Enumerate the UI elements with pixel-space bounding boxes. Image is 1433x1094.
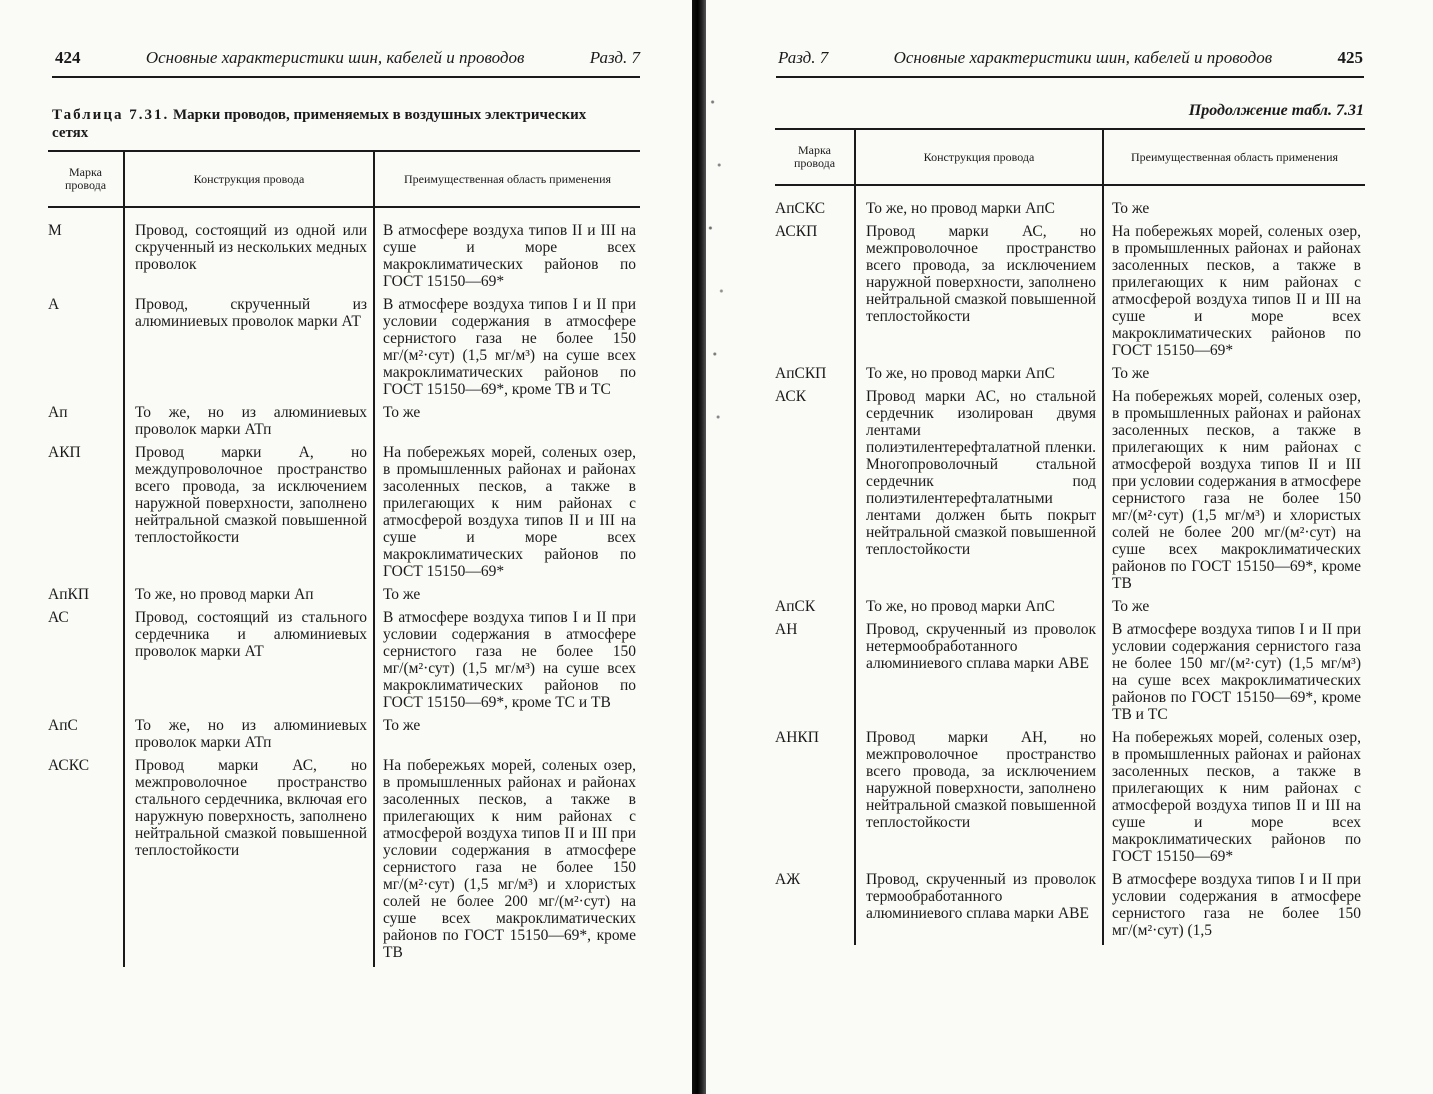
row-construction: Провод марки А, но междупроволочное пространство всего провода, за исключением наружной поверхности, заполнено нейтральной смазкой повышенной теплостойкости <box>124 444 374 586</box>
table-header-row <box>48 151 640 207</box>
header-rule <box>52 76 640 78</box>
row-mark: АпСКП <box>775 365 827 382</box>
row-area: В атмосфере воздуха типов I и II при условии содержания в атмосфере сернистого газа не более 150 мг/(м²·сут) (1,5 <box>1112 871 1361 939</box>
row-mark: АНКП <box>775 729 819 746</box>
row-construction: Провод, состоящий из одной или скрученный из нескольких медных проволок <box>124 207 374 296</box>
table-header-row <box>775 129 1365 185</box>
row-construction: То же, но провод марки АпС <box>855 598 1103 621</box>
row-construction: То же, но провод марки АпС <box>855 185 1103 223</box>
row-mark: АпС <box>48 717 78 734</box>
row-mark: АпСКС <box>775 200 826 217</box>
col-header-construction: Конструкция провода <box>124 151 374 207</box>
table-row <box>775 365 1365 388</box>
row-area: То же <box>383 404 421 421</box>
col-header-area: Преимущественная область применения <box>374 151 640 207</box>
row-area: В атмосфере воздуха типов I и II при условии содержания в атмосфере сернистого газа не более 150 мг/(м²·сут) (1,5 мг/м³) на суше всех макроклиматических районов по ГОСТ 15150—69*, кроме ТВ и ТС <box>383 296 636 398</box>
row-area: На побережьях морей, соленых озер, в промышленных районах и районах засоленных песков, а также в прилегающих к ним районах с атмосферой воздуха типов II и III при условии содержания в атмосфере сернистого газа не более 150 мг/(м²·сут) (1,5 мг/м³) и хлористых солей не более 200 мг/(м²·сут) на суше всех макроклиматических районов по ГОСТ 15150—69*, кроме ТВ <box>383 757 636 961</box>
table-row <box>48 444 640 586</box>
row-construction: Провод, скрученный из проволок нетермообработанного алюминиевого сплава марки АВЕ <box>855 621 1103 729</box>
row-mark: М <box>48 222 62 239</box>
section-label: Разд. 7 <box>778 48 829 67</box>
row-mark: АпСК <box>775 598 816 615</box>
row-construction: Провод марки АН, но межпроволочное пространство всего провода, за исключением наружной поверхности, заполнено нейтральной смазкой повышенной теплостойкости <box>855 729 1103 871</box>
row-area: То же <box>383 717 421 734</box>
row-area: На побережьях морей, соленых озер, в промышленных районах и районах засоленных песков, а также в прилегающих к ним районах с атмосферой воздуха типов II и III на суше и море всех макроклиматических районов по ГОСТ 15150—69* <box>383 444 636 580</box>
table-row <box>48 296 640 404</box>
page-number: 424 <box>55 48 81 67</box>
row-area: То же <box>1112 200 1150 217</box>
caption-label: Таблица 7.31. <box>52 107 170 123</box>
row-mark: АСК <box>775 388 807 405</box>
row-construction: То же, но из алюминиевых проволок марки АТп <box>124 404 374 444</box>
table-row <box>775 729 1365 871</box>
running-title: Основные характеристики шин, кабелей и проводов <box>145 48 525 67</box>
row-construction: Провод марки АС, но межпроволочное пространство стального сердечника, включая его наружную поверхность, заполнено нейтральной смазкой повышенной теплостойкости <box>124 757 374 967</box>
row-area: На побережьях морей, соленых озер, в промышленных районах и районах засоленных песков, а также в прилегающих к ним районах с атмосферой воздуха типов II и III на суше и море всех макроклиматических районов по ГОСТ 15150—69* <box>1112 223 1361 359</box>
row-construction: То же, но из алюминиевых проволок марки АТп <box>124 717 374 757</box>
header-rule <box>776 76 1364 78</box>
table-row <box>48 717 640 757</box>
caption-text: Марки проводов, применяемых в воздушных электрических сетях <box>52 107 587 141</box>
row-mark: АСКС <box>48 757 90 774</box>
col-header-mark: Марка провода <box>775 129 855 185</box>
row-mark: АЖ <box>775 871 801 888</box>
table-row <box>775 621 1365 729</box>
row-construction: Провод, состоящий из стального сердечника и алюминиевых проволок марки АТ <box>124 609 374 717</box>
row-mark: Ап <box>48 404 68 421</box>
col-header-mark: Марка провода <box>48 151 124 207</box>
table-row <box>775 388 1365 598</box>
right-running-head <box>778 48 1363 76</box>
wires-table-right <box>775 128 1365 945</box>
row-area: В атмосфере воздуха типов I и II при условии содержания сернистого газа не более 150 мг/(м²·сут) (1,5 мг/м³) на суше всех макроклиматических районов по ГОСТ 15150—69*, кроме ТВ и ТС <box>1112 621 1361 723</box>
row-area: То же <box>1112 598 1150 615</box>
row-area: В атмосфере воздуха типов II и III на суше и море всех макроклиматических районов по ГОСТ 15150—69* <box>383 222 636 290</box>
left-page <box>0 0 690 1094</box>
table-row <box>48 757 640 967</box>
col-header-area: Преимущественная область применения <box>1103 129 1365 185</box>
col-header-construction: Конструкция провода <box>855 129 1103 185</box>
page-number: 425 <box>1337 48 1363 67</box>
book-spine <box>692 0 706 1094</box>
row-mark: АКП <box>48 444 81 461</box>
row-area: На побережьях морей, соленых озер, в промышленных районах и районах засоленных песков, а также в прилегающих к ним районах с атмосферой воздуха типов II и III при условии содержания в атмосфере сернистого газа не более 150 мг/(м²·сут) (1,5 мг/м³) и хлористых солей не более 200 мг/(м²·сут) на суше всех макроклиматических районов по ГОСТ 15150—69*, кроме ТВ <box>1112 388 1362 592</box>
row-construction: То же, но провод марки АпС <box>855 365 1103 388</box>
row-construction: Провод марки АС, но стальной сердечник изолирован двумя лентами полиэтилентерефталатной пленки. Многопроволочный стальной сердечник под полиэтилентерефталатными лентами должен быть покрыт нейтральной смазкой повышенной теплостойкости <box>855 388 1103 598</box>
row-area: То же <box>383 586 421 603</box>
row-construction: То же, но провод марки Ап <box>124 586 374 609</box>
row-mark: АН <box>775 621 798 638</box>
wires-table-left <box>48 150 640 967</box>
right-page <box>712 0 1433 1094</box>
row-mark: А <box>48 296 60 313</box>
row-area: В атмосфере воздуха типов I и II при условии содержания в атмосфере сернистого газа не более 150 мг/(м²·сут) (1,5 мг/м³) на суше всех макроклиматических районов по ГОСТ 15150—69*, кроме ТС и ТВ <box>383 609 636 711</box>
row-construction: Провод марки АС, но межпроволочное пространство всего провода, за исключением наружной поверхности, заполнено нейтральной смазкой повышенной теплостойкости <box>855 223 1103 365</box>
row-construction: Провод, скрученный из проволок термообработанного алюминиевого сплава марки АВЕ <box>855 871 1103 945</box>
table-row <box>48 207 640 296</box>
row-mark: АпКП <box>48 586 90 603</box>
section-label: Разд. 7 <box>589 48 640 67</box>
row-mark: АСКП <box>775 223 818 240</box>
row-area: На побережьях морей, соленых озер, в промышленных районах и районах засоленных песков, а также в прилегающих к ним районах с атмосферой воздуха типов II и III на суше и море всех макроклиматических районов по ГОСТ 15150—69* <box>1112 729 1361 865</box>
table-row <box>48 404 640 444</box>
table-row <box>48 586 640 609</box>
row-mark: АС <box>48 609 69 626</box>
row-construction: Провод, скрученный из алюминиевых проволок марки АТ <box>124 296 374 404</box>
table-row <box>775 598 1365 621</box>
table-row <box>775 185 1365 223</box>
running-title: Основные характеристики шин, кабелей и проводов <box>893 48 1273 67</box>
left-running-head <box>55 48 640 76</box>
table-row <box>775 871 1365 945</box>
table-row <box>775 223 1365 365</box>
table-row <box>48 609 640 717</box>
table-caption <box>52 106 592 142</box>
continuation-label: Продолжение табл. 7.31 <box>1188 102 1364 119</box>
row-area: То же <box>1112 365 1150 382</box>
